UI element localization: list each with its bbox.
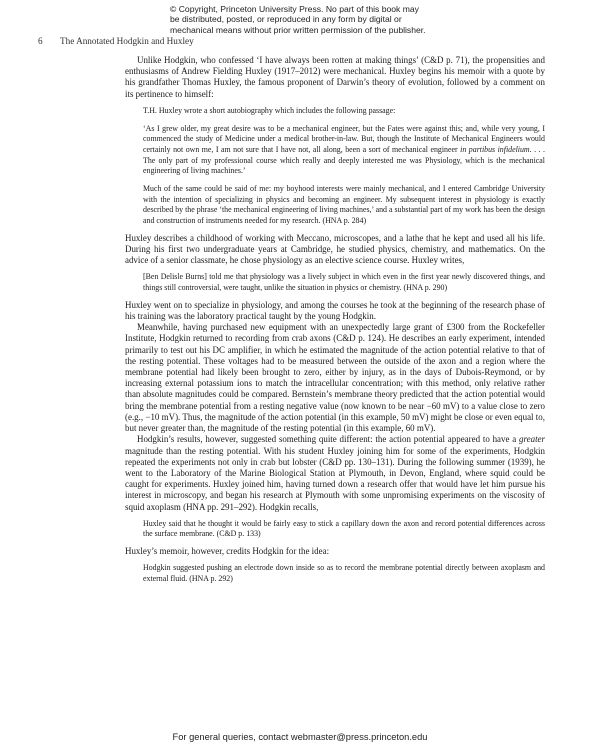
copyright-notice: © Copyright, Princeton University Press. No part of this book may be distributed, posted, or reproduced in any form by digital or mechanical means without prior written permission of the publisher.	[170, 4, 426, 35]
paragraph-5-italic: greater	[519, 434, 545, 445]
quote-3-text: Huxley said that he thought it would be fairly easy to stick a capillary down the axon and record potential differences across the surface membrane. (C&D p. 133)	[143, 518, 545, 539]
block-quote-2	[143, 272, 545, 293]
running-head	[38, 36, 458, 46]
paragraph-5-b: magnitude than the resting potential. With his student Huxley joining him for some of the experiments, Hodgkin repeated the experiments not only in crab but lobster (C&D pp. 130–131). During the following summer (1939), he went to the Laboratory of the Marine Biological Station at Plymouth, in Devon, England, where squid could be caught for experiments. Huxley joined him, having turned down a research offer that would have let him pursue his interest in microscopy, and began his research at Plymouth with some unpromising experiments on the viscosity of squid axoplasm (HNA pp. 291–292). Hodgkin recalls,	[125, 445, 545, 512]
paragraph-3: Huxley went on to specialize in physiology, and among the courses he took at the beginning of the research phase of his training was the laboratory practical taught by the young Hodgkin.	[125, 299, 545, 322]
footer-contact: For general queries, contact webmaster@press.princeton.edu	[172, 732, 428, 742]
quote-4-text: Hodgkin suggested pushing an electrode down inside so as to record the membrane potential directly between axoplasm and external fluid. (HNA p. 292)	[143, 563, 545, 584]
paragraph-2: Huxley describes a childhood of working with Meccano, microscopes, and a lathe that he kept and used all his life. During his first two undergraduate years at Cambridge, he studied physics, chemistry, and mathematics. On the advice of a senior classmate, he chose physiology as an elective science course. Huxley writes,	[125, 232, 545, 266]
quote-1-passage-a: ‘As I grew older, my great desire was to be a mechanical engineer, but the Fates were against this; and, while very young, I commenced the study of Medicine under a medical brother-in-law. But, though the Institute of Mechanical Engineers would certainly not own me, I am not sure that I have not, all along, been a sort of mechanical engineer	[143, 123, 545, 154]
quote-1-paragraph-2: Much of the same could be said of me: my boyhood interests were mainly mechanical, and I entered Cambridge University with the intention of specializing in physics and becoming an engineer. My subsequent interest in physiology is exactly described by the phrase ‘the mechanical engineering of living machines,’ and a substantial part of my work has been the design and construction of instruments needed for my research. (HNA p. 284)	[143, 184, 545, 226]
block-quote-4	[143, 563, 545, 584]
paragraph-5	[125, 434, 545, 512]
quote-2-text: [Ben Delisle Burns] told me that physiology was a lively subject in which even in the first year newly discovered things, and things still controversial, were taught, unlike the situation in physics or chemistry. (HNA p. 290)	[143, 272, 545, 293]
block-quote-3	[143, 519, 545, 540]
quote-1-passage	[143, 124, 545, 178]
quote-1-intro: T.H. Huxley wrote a short autobiography which includes the following passage:	[143, 105, 396, 115]
block-quote-1	[143, 106, 545, 227]
paragraph-5-a: Hodgkin’s results, however, suggested something quite different: the action potential appeared to have a	[137, 434, 520, 445]
quote-1-passage-b: . . . . The only part of my professional course which really and deeply interested me was Physiology, which is the mechanical engineering of living machines.’	[143, 144, 546, 176]
paragraph-6: Huxley’s memoir, however, credits Hodgkin for the idea:	[125, 546, 330, 557]
paragraph-4: Meanwhile, having purchased new equipment with an unexpectedly large grant of £300 from the Rockefeller Institute, Hodgkin returned to recording from crab axons (C&D p. 124). He describes an early experiment, intended primarily to test out his DC amplifier, in which he estimated the magnitude of the action potential relative to that of the resting potential. These voltages had to be measured between the outside of the axon and a region where the membrane potential had likely been brought to zero, either by injury, as in the days of Dubois-Reymond, or by increasing external potassium ions to match the intracellular concentration; with this method, only relative rather than absolute magnitudes could be compared. Bernstein’s membrane theory predicted that the action potential would bring the membrane potential from a resting negative value (now known to be near −60 mV) to a value close to zero (e.g., −10 mV). Thus, the magnitude of the action potential (in this example, 50 mV) might be close or even equal to, but never greater than, the magnitude of the resting potential (in this example, 60 mV).	[125, 322, 545, 434]
paragraph-1: Unlike Hodgkin, who confessed ‘I have always been rotten at making things’ (C&D p. 71), the propensities and enthusiasms of Andrew Fielding Huxley (1917–2012) were mechanical. Huxley begins his memoir with a quote by his grandfather Thomas Huxley, the famous proponent of Darwin’s theory of evolution, followed by a comment on its pertinence to himself:	[125, 55, 545, 99]
main-text	[125, 55, 545, 585]
page-number: 6	[38, 36, 43, 46]
running-title: The Annotated Hodgkin and Huxley	[60, 36, 194, 46]
quote-1-italic: in partibus infidelium	[460, 144, 530, 154]
